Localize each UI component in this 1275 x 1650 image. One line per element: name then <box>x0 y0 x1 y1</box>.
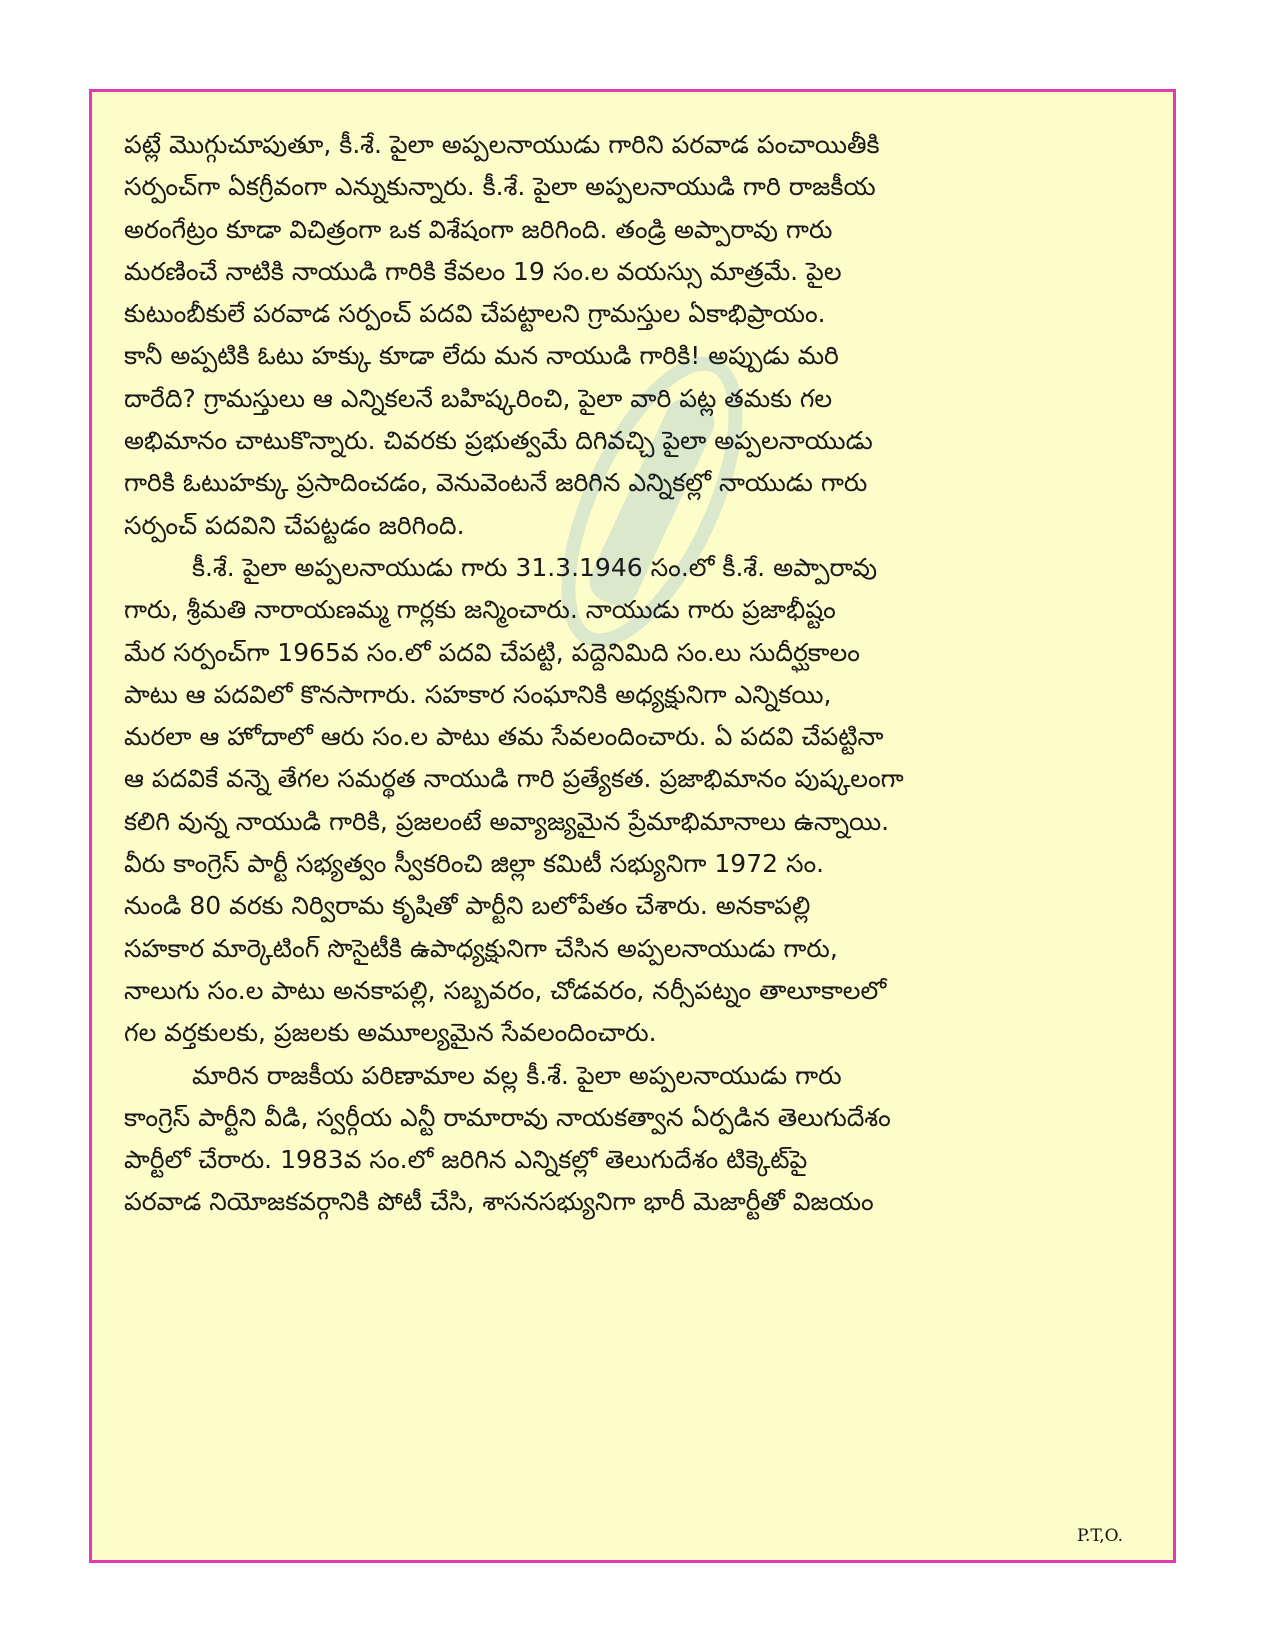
text-line: గారికి ఓటుహక్కు ప్రసాదించడం, వెనువెంటనే జరిగిన ఎన్నికల్లో నాయుడు గారు <box>124 468 868 498</box>
page-frame <box>89 89 1176 1563</box>
text-line: కానీ అప్పటికి ఓటు హక్కు కూడా లేదు మన నాయుడి గారికి! అప్పుడు మరి <box>124 341 839 371</box>
text-line: కాంగ్రెస్ పార్టీని వీడి, స్వర్గీయ ఎన్టీ రామారావు నాయకత్వాన ఏర్పడిన తెలుగుదేశం <box>124 1102 891 1132</box>
text-line: మరణించే నాటికి నాయుడి గారికి కేవలం 19 సం.ల వయస్సు మాత్రమే. పైల <box>124 256 842 286</box>
text-line: కుటుంబీకులే పరవాడ సర్పంచ్ పదవి చేపట్టాలని గ్రామస్తుల ఏకాభిప్రాయం. <box>124 299 826 329</box>
paragraph-3 <box>124 1055 1141 1224</box>
text-line: మేర సర్పంచ్‌గా 1965వ సం.లో పదవి చేపట్టి, పద్దెనిమిది సం.లు సుదీర్ఘకాలం <box>124 637 860 667</box>
paragraph-2 <box>124 547 1141 1055</box>
text-line: సర్పంచ్‌గా ఏకగ్రీవంగా ఎన్నుకున్నారు. కీ.శే. పైలా అప్పలనాయుడి గారి రాజకీయ <box>124 172 876 202</box>
text-line: పరవాడ నియోజకవర్గానికి పోటీ చేసి, శాసనసభ్యునిగా భారీ మెజార్టీతో విజయం <box>124 1187 874 1217</box>
text-line: నాలుగు సం.ల పాటు అనకాపల్లి, సబ్బవరం, చోడవరం, నర్సీపట్నం తాలూకాలలో <box>124 975 887 1005</box>
paragraph-1 <box>124 124 1141 547</box>
text-line: గారు, శ్రీమతి నారాయణమ్మ గార్లకు జన్మించారు. నాయుడు గారు ప్రజాభీష్టం <box>124 595 836 625</box>
text-line: అభిమానం చాటుకొన్నారు. చివరకు ప్రభుత్వమే దిగివచ్చి పైలా అప్పలనాయుడు <box>124 426 873 456</box>
text-line: పట్లే మొగ్గుచూపుతూ, కీ.శే. పైలా అప్పలనాయుడు గారిని పరవాడ పంచాయితీకి <box>124 130 880 159</box>
text-line: కీ.శే. పైలా అప్పలనాయుడు గారు 31.3.1946 సం.లో కీ.శే. అప్పారావు <box>192 552 878 582</box>
page-turn-over-note: P.T,O. <box>1077 1526 1123 1546</box>
text-line: గల వర్తకులకు, ప్రజలకు అమూల్యమైన సేవలందించారు. <box>124 1018 657 1048</box>
text-line: వీరు కాంగ్రెస్ పార్టీ సభ్యత్వం స్వీకరించి జిల్లా కమిటీ సభ్యునిగా 1972 సం. <box>124 849 825 879</box>
text-line: అరంగేట్రం కూడా విచిత్రంగా ఒక విశేషంగా జరిగింది. తండ్రి అప్పారావు గారు <box>124 214 833 244</box>
text-line: మారిన రాజకీయ పరిణామాల వల్ల కీ.శే. పైలా అప్పలనాయుడు గారు <box>192 1060 842 1090</box>
text-line: నుండి 80 వరకు నిర్విరామ కృషితో పార్టీని బలోపేతం చేశారు. అనకాపల్లి <box>124 891 811 921</box>
text-line: కలిగి వున్న నాయుడి గారికి, ప్రజలంటే అవ్యాజ్యమైన ప్రేమాభిమానాలు ఉన్నాయి. <box>124 806 890 836</box>
text-line: ఆ పదవికే వన్నె తేగల సమర్థత నాయుడి గారి ప్రత్యేకత. ప్రజాభిమానం పుష్కలంగా <box>124 764 904 794</box>
text-line: సర్పంచ్ పదవిని చేపట్టడం జరిగింది. <box>124 510 465 540</box>
text-line: మరలా ఆ హోదాలో ఆరు సం.ల పాటు తమ సేవలందించారు. ఏ పదవి చేపట్టినా <box>124 722 884 752</box>
document-body <box>124 124 1141 1224</box>
text-line: దారేది? గ్రామస్తులు ఆ ఎన్నికలనే బహిష్కరించి, పైలా వారి పట్ల తమకు గల <box>124 383 833 413</box>
text-line: సహకార మార్కెటింగ్ సొసైటీకి ఉపాధ్యక్షునిగా చేసిన అప్పలనాయుడు గారు, <box>124 933 838 963</box>
text-line: పాటు ఆ పదవిలో కొనసాగారు. సహకార సంఘానికి అధ్యక్షునిగా ఎన్నికయి, <box>124 679 832 709</box>
text-line: పార్టీలో చేరారు. 1983వ సం.లో జరిగిన ఎన్నికల్లో తెలుగుదేశం టిక్కెట్‌పై <box>124 1145 808 1175</box>
